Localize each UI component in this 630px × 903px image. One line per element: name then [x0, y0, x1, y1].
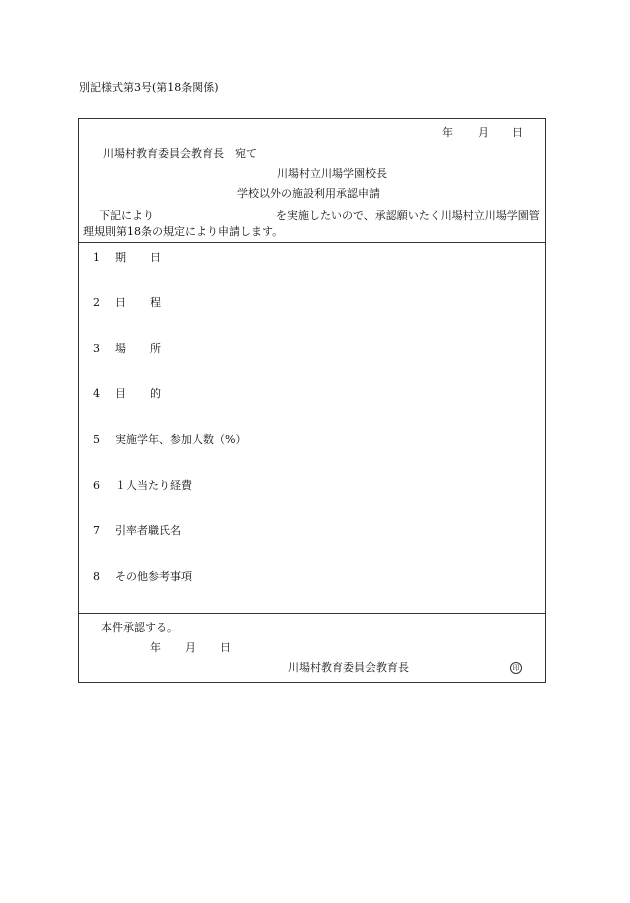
approval-month-label: 月 [185, 641, 196, 654]
seal-icon: 印 [510, 662, 522, 674]
item-number: 7 [93, 524, 100, 537]
approval-section [79, 614, 545, 682]
item-label: 実施学年、参加人数（%） [115, 433, 247, 446]
item-cost-per-person [93, 479, 192, 492]
date-day-label: 日 [512, 126, 523, 139]
item-label: １人当たり経費 [115, 479, 192, 492]
item-number: 5 [93, 433, 100, 446]
item-number: 1 [93, 251, 100, 264]
date-year-label: 年 [442, 126, 453, 139]
approval-day-label: 日 [220, 641, 231, 654]
item-number: 3 [93, 342, 100, 355]
item-label-part: 程 [150, 296, 161, 309]
item-period [93, 251, 161, 264]
applicant: 川場村立川場学園校長 [277, 167, 387, 180]
item-number: 2 [93, 296, 100, 309]
item-number: 8 [93, 570, 100, 583]
form-reference: 別記様式第3号(第18条関係) [79, 81, 219, 94]
item-label-part: 日 [115, 296, 126, 309]
item-purpose [93, 387, 161, 400]
item-place [93, 342, 161, 355]
item-label-part: 所 [150, 342, 161, 355]
application-body [83, 208, 543, 240]
item-label-part: 場 [115, 342, 126, 355]
item-supervisor [93, 524, 181, 537]
addressee: 川場村教育委員会教育長 宛て [103, 147, 257, 160]
items-section [79, 243, 545, 614]
item-label: 引率者職氏名 [115, 524, 181, 537]
item-label-part: 期 [115, 251, 126, 264]
body-prefix: 下記により [99, 209, 154, 222]
approver: 川場村教育委員会教育長 [288, 661, 409, 674]
application-form [78, 118, 546, 683]
seal-mark [510, 660, 522, 674]
item-number: 6 [93, 479, 100, 492]
item-label: その他参考事項 [115, 570, 192, 583]
form-header-section [79, 119, 545, 243]
item-number: 4 [93, 387, 100, 400]
approval-year-label: 年 [150, 641, 161, 654]
date-month-label: 月 [478, 126, 489, 139]
item-schedule [93, 296, 161, 309]
item-label-part: 的 [150, 387, 161, 400]
body-suffix: を実施したいので、承認願いたく川場村立川場学園管理規則第18条の規定により申請します。 [83, 209, 540, 238]
item-other-notes [93, 570, 192, 583]
item-grade-participants [93, 433, 246, 446]
item-label-part: 日 [150, 251, 161, 264]
item-label-part: 目 [115, 387, 126, 400]
form-title: 学校以外の施設利用承認申請 [237, 187, 380, 200]
approval-statement: 本件承認する。 [101, 621, 178, 634]
